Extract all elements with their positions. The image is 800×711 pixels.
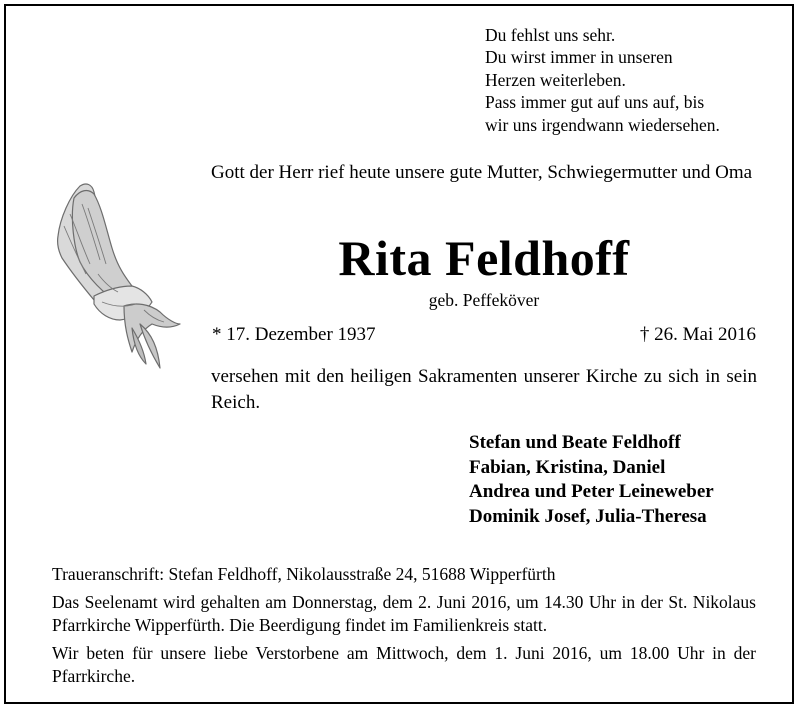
poem-line: Herzen weiterleben. xyxy=(485,69,626,90)
praying-hands-icon xyxy=(40,178,182,374)
family-line: Andrea und Peter Leineweber xyxy=(469,481,714,502)
family-line: Dominik Josef, Julia-Theresa xyxy=(469,505,707,527)
family-line: Stefan und Beate Feldhoff xyxy=(469,432,681,453)
footer-info xyxy=(52,563,756,693)
requiem-info: Das Seelenamt wird gehalten am Donnerstag, dem 2. Juni 2016, um 14.30 Uhr in der St. Nikolaus Pfarrkirche Wipperfürth. Die Beerdigung findet im Familienkreis statt. xyxy=(52,592,756,635)
family-line: Fabian, Kristina, Daniel xyxy=(469,456,666,478)
family-signatures xyxy=(469,431,714,529)
deceased-name: Rita Feldhoff xyxy=(338,230,630,286)
sacraments-text: versehen mit den heiligen Sakramenten unserer Kirche zu sich in sein Reich. xyxy=(211,366,757,413)
poem-line: Du fehlst uns sehr. xyxy=(485,25,616,45)
death-date: † 26. Mai 2016 xyxy=(639,324,756,345)
birth-date: * 17. Dezember 1937 xyxy=(212,324,376,345)
poem-line: Pass immer gut auf uns auf, bis xyxy=(485,92,705,113)
prayer-info: Wir beten für unsere liebe Verstorbene am Mittwoch, dem 1. Juni 2016, um 18.00 Uhr in der Pfarrkirche. xyxy=(52,643,756,686)
intro-text: Gott der Herr rief heute unsere gute Mutter, Schwiegermutter und Oma xyxy=(211,162,753,183)
birth-name: geb. Peffeköver xyxy=(428,290,540,310)
mourning-address: Traueranschrift: Stefan Feldhoff, Nikolausstraße 24, 51688 Wipperfürth xyxy=(52,564,556,584)
poem xyxy=(485,24,720,136)
poem-line: Du wirst immer in unseren xyxy=(485,47,673,68)
poem-line: wir uns irgendwann wiedersehen. xyxy=(485,114,720,135)
